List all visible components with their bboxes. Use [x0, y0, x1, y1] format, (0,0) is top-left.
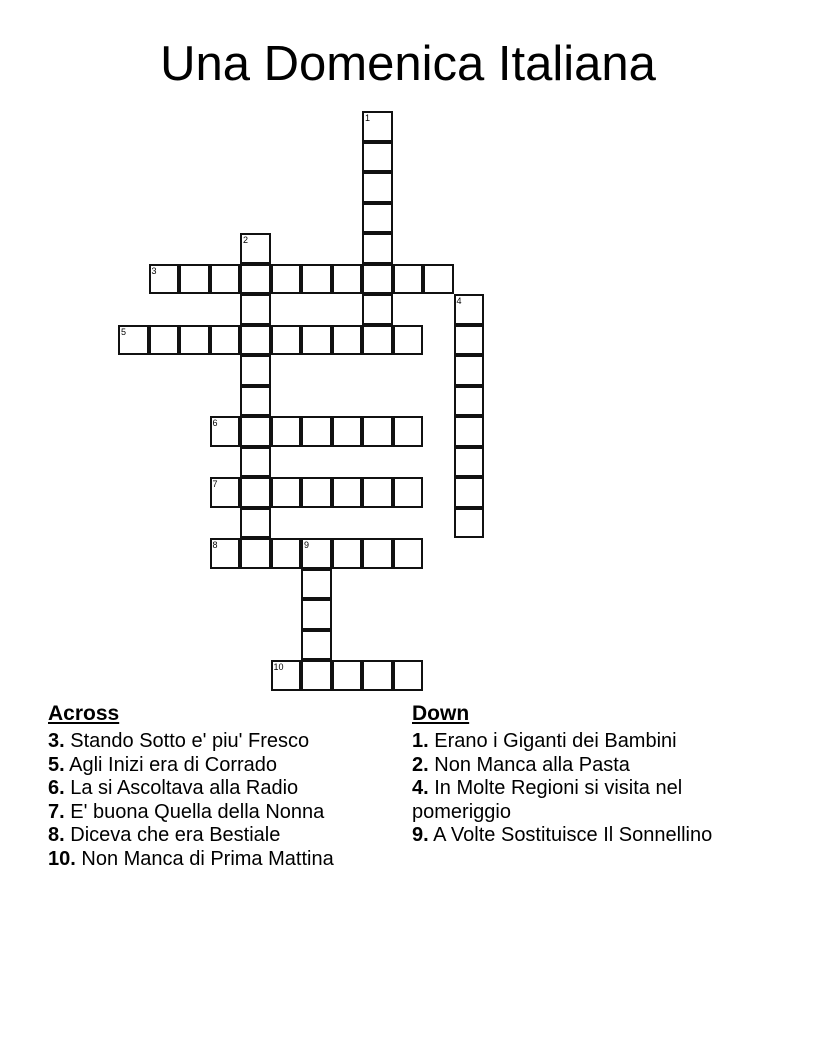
grid-cell[interactable]	[240, 294, 271, 325]
grid-cell[interactable]	[362, 111, 393, 142]
clue-num: 3.	[48, 730, 65, 752]
grid-cell[interactable]	[362, 233, 393, 264]
clue-num: 5.	[48, 753, 65, 776]
grid-cell[interactable]	[393, 325, 424, 356]
clue-num: 8.	[48, 824, 65, 846]
grid-cell[interactable]	[362, 203, 393, 234]
clue-number: 4	[456, 296, 462, 306]
down-clues	[412, 702, 752, 848]
clue-text: E' buona Quella della Nonna	[70, 800, 325, 823]
clue-text: Non Manca di Prima Mattina	[81, 847, 334, 870]
clue-number: 9	[304, 540, 310, 550]
clue-number: 5	[121, 326, 127, 337]
across-heading: Across	[48, 702, 120, 725]
clue-number: 3	[151, 265, 157, 276]
grid-cell[interactable]	[301, 416, 332, 447]
clue-num: 4.	[412, 777, 429, 799]
grid-cell[interactable]	[210, 325, 241, 356]
grid-cell[interactable]	[240, 447, 271, 478]
grid-cell[interactable]	[301, 569, 332, 600]
grid-cell[interactable]	[271, 660, 302, 691]
grid-cell[interactable]	[118, 325, 149, 356]
grid-cell[interactable]	[301, 477, 332, 508]
grid-cell[interactable]	[362, 538, 393, 569]
grid-cell[interactable]	[240, 477, 271, 508]
clue-num: 2.	[412, 753, 429, 776]
grid-cell[interactable]	[393, 264, 424, 295]
clue-text: In Molte Regioni si visita nel pomeriggio	[412, 777, 683, 823]
down-clue	[412, 730, 752, 754]
grid-cell[interactable]	[240, 508, 271, 539]
grid-cell[interactable]	[210, 477, 241, 508]
grid-cell[interactable]	[210, 416, 241, 447]
grid-cell[interactable]	[332, 325, 363, 356]
clue-num: 7.	[48, 800, 65, 823]
grid-cell[interactable]	[454, 355, 485, 386]
across-clue	[48, 730, 388, 754]
grid-cell[interactable]	[454, 477, 485, 508]
down-clue	[412, 777, 752, 824]
grid-cell[interactable]	[179, 264, 210, 295]
grid-cell[interactable]	[362, 142, 393, 173]
clue-text: Diceva che era Bestiale	[70, 824, 281, 846]
grid-cell[interactable]	[240, 386, 271, 417]
grid-cell[interactable]	[240, 325, 271, 356]
across-clue	[48, 824, 388, 848]
grid-cell[interactable]	[240, 355, 271, 386]
down-heading: Down	[412, 702, 470, 725]
clue-text: Erano i Giganti dei Bambini	[434, 730, 677, 752]
puzzle-title: Una Domenica Italiana	[160, 37, 656, 91]
clue-text: La si Ascoltava alla Radio	[70, 777, 299, 799]
grid-cell[interactable]	[393, 660, 424, 691]
grid-cell[interactable]	[423, 264, 454, 295]
across-clue	[48, 801, 388, 825]
grid-cell[interactable]	[271, 538, 302, 569]
grid-cell[interactable]	[179, 325, 210, 356]
grid-cell[interactable]	[332, 538, 363, 569]
across-clues	[48, 702, 388, 871]
grid-cell[interactable]	[332, 264, 363, 295]
grid-cell[interactable]	[301, 599, 332, 630]
grid-cell[interactable]	[271, 416, 302, 447]
grid-cell[interactable]	[210, 538, 241, 569]
grid-cell[interactable]	[454, 386, 485, 417]
grid-cell[interactable]	[240, 538, 271, 569]
clue-num: 10.	[48, 847, 76, 870]
clue-number: 2	[243, 235, 249, 245]
grid-cell[interactable]	[362, 172, 393, 203]
down-clue	[412, 754, 752, 778]
grid-cell[interactable]	[362, 294, 393, 325]
grid-cell[interactable]	[240, 416, 271, 447]
grid-cell[interactable]	[332, 416, 363, 447]
grid-cell[interactable]	[362, 264, 393, 295]
grid-cell[interactable]	[362, 416, 393, 447]
grid-cell[interactable]	[393, 538, 424, 569]
grid-cell[interactable]	[454, 416, 485, 447]
grid-cell[interactable]	[454, 508, 485, 539]
grid-cell[interactable]	[454, 447, 485, 478]
grid-cell[interactable]	[271, 325, 302, 356]
grid-cell[interactable]	[301, 264, 332, 295]
grid-cell[interactable]	[210, 264, 241, 295]
clue-number: 6	[212, 418, 218, 428]
clue-text: Stando Sotto e' piu' Fresco	[70, 730, 310, 752]
grid-cell[interactable]	[149, 325, 180, 356]
grid-cell[interactable]	[301, 538, 332, 569]
grid-cell[interactable]	[454, 325, 485, 356]
clue-text: Non Manca alla Pasta	[434, 753, 630, 776]
clue-text: Agli Inizi era di Corrado	[69, 753, 278, 776]
across-clue	[48, 777, 388, 801]
grid-cell[interactable]	[393, 416, 424, 447]
clue-number: 1	[365, 113, 371, 123]
grid-cell[interactable]	[454, 294, 485, 325]
grid-cell[interactable]	[301, 325, 332, 356]
grid-cell[interactable]	[332, 660, 363, 691]
clue-number: 7	[212, 479, 218, 489]
grid-cell[interactable]	[362, 660, 393, 691]
grid-cell[interactable]	[240, 264, 271, 295]
clue-num: 6.	[48, 777, 65, 799]
grid-cell[interactable]	[271, 477, 302, 508]
clue-number: 10	[273, 662, 284, 672]
clue-text: A Volte Sostituisce Il Sonnellino	[433, 824, 713, 846]
grid-cell[interactable]	[362, 325, 393, 356]
down-clue	[412, 824, 752, 848]
across-clue	[48, 754, 388, 778]
clue-num: 1.	[412, 730, 429, 752]
across-clue	[48, 848, 388, 872]
grid-cell[interactable]	[362, 477, 393, 508]
grid-cell[interactable]	[393, 477, 424, 508]
clue-num: 9.	[412, 824, 429, 846]
grid-cell[interactable]	[301, 630, 332, 661]
grid-cell[interactable]	[301, 660, 332, 691]
grid-cell[interactable]	[149, 264, 180, 295]
grid-cell[interactable]	[240, 233, 271, 264]
grid-cell[interactable]	[271, 264, 302, 295]
clue-number: 8	[212, 540, 218, 550]
grid-cell[interactable]	[332, 477, 363, 508]
